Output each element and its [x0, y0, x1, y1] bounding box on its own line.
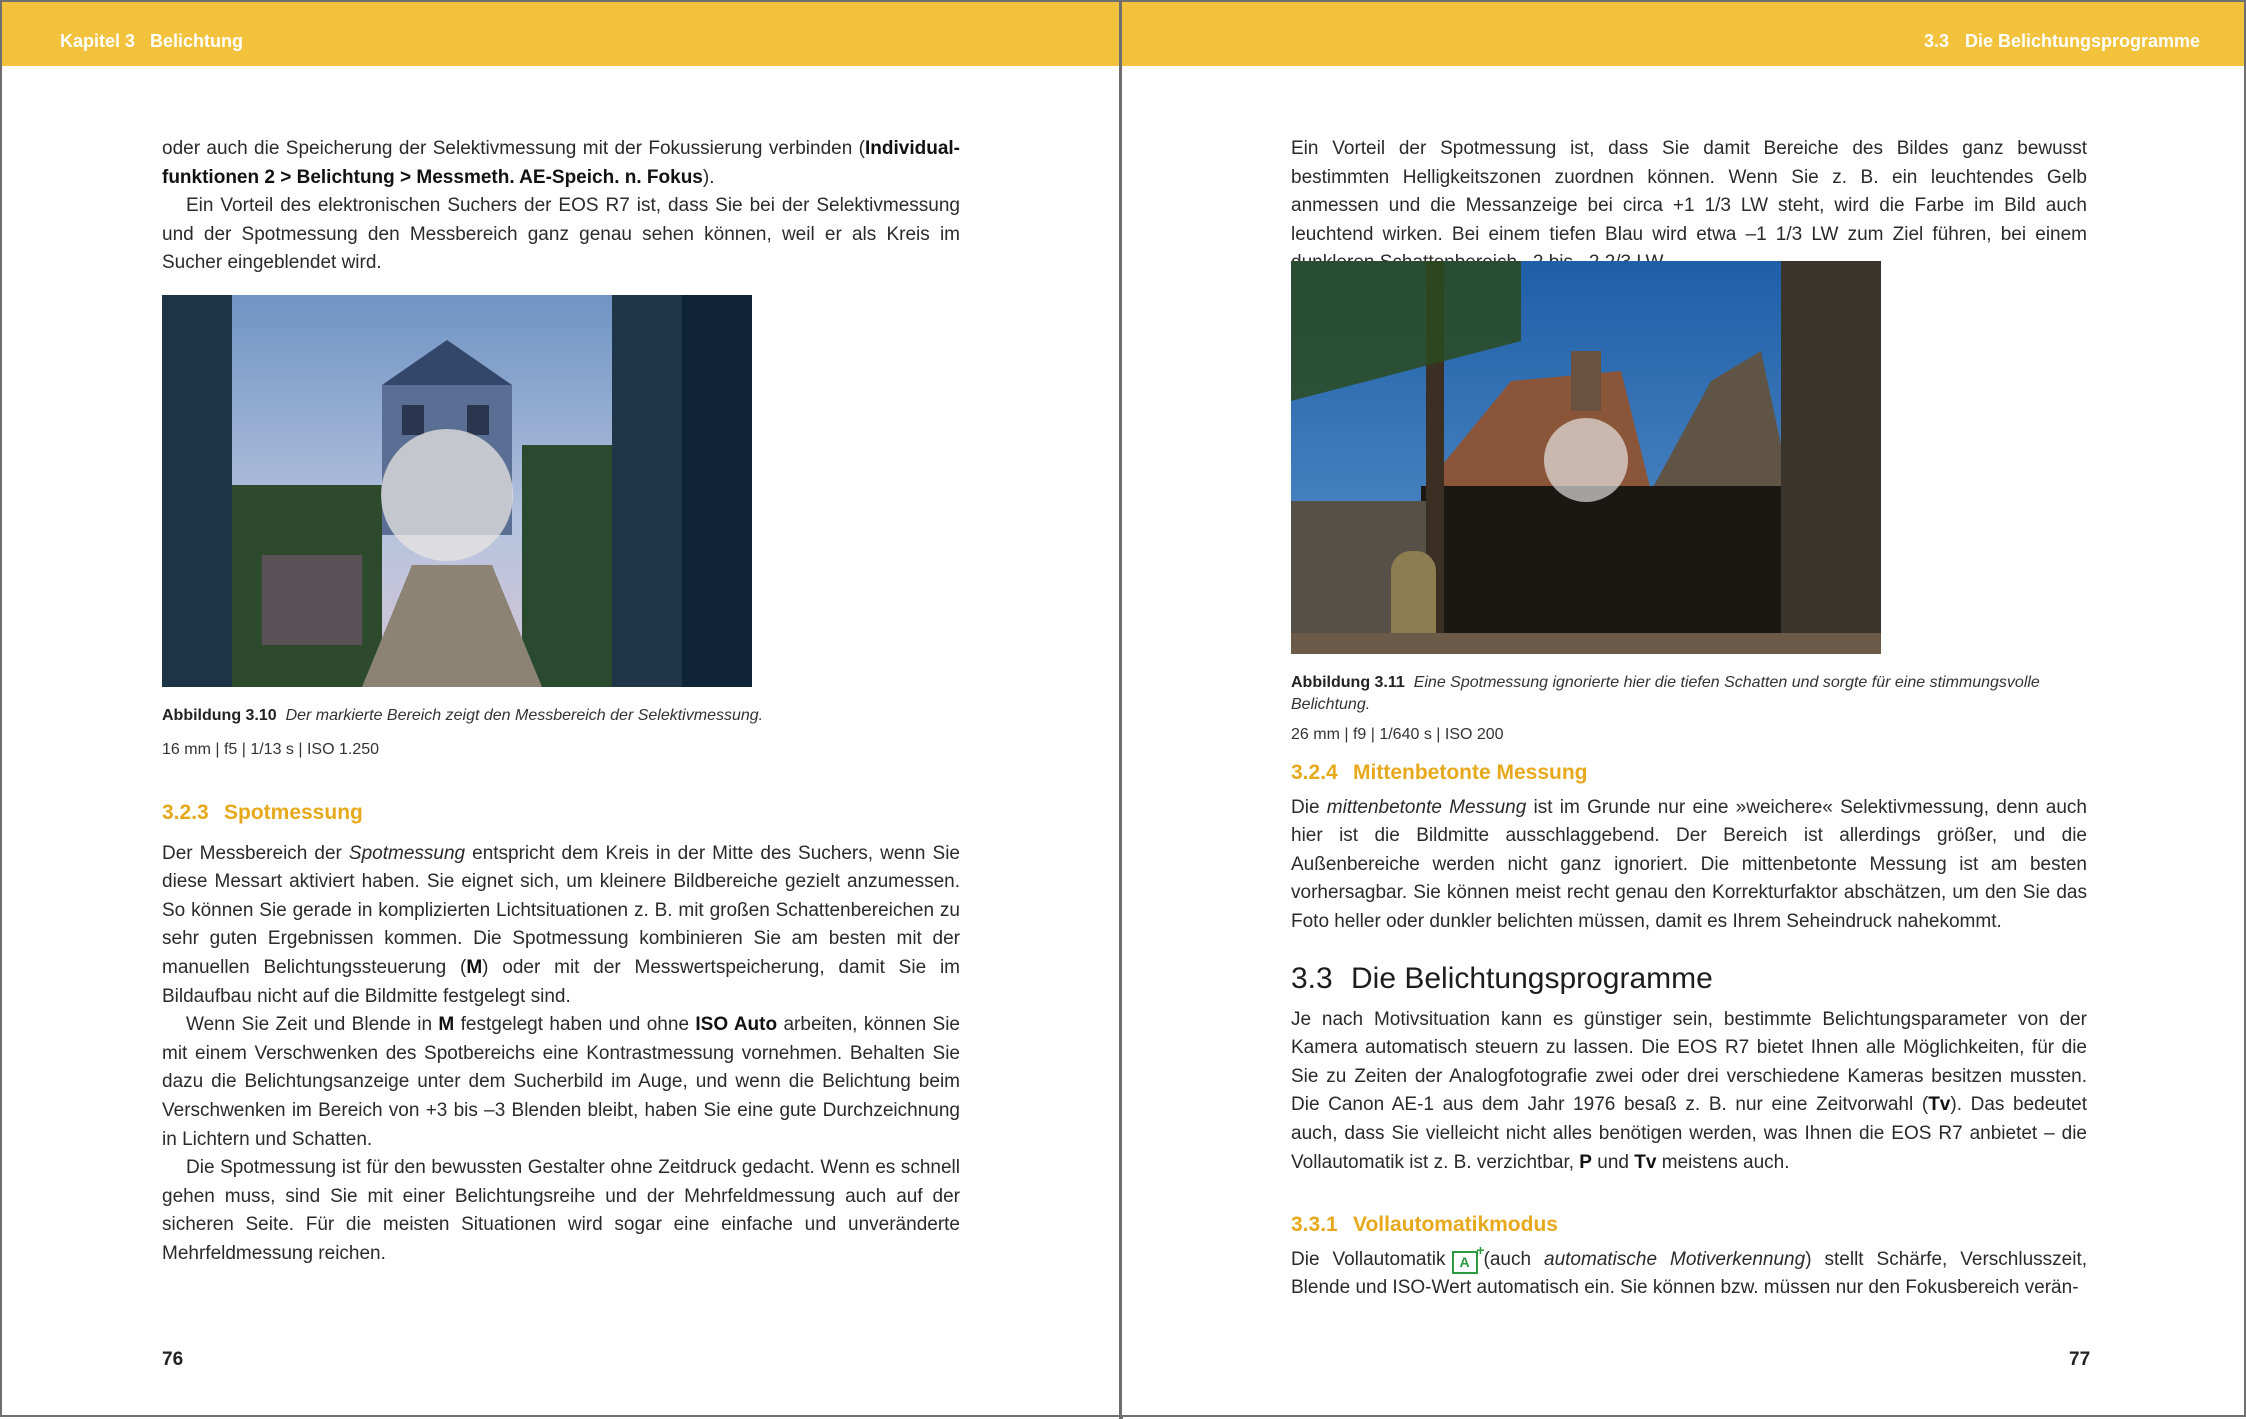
section-3-2-3 [162, 799, 960, 1269]
center-weighted-paragraph [1291, 794, 2087, 937]
figure-3-10-photo [162, 295, 752, 687]
stone-cottage-image [1291, 261, 1881, 654]
text-run: ) stellt Schärfe, Verschlusszeit, Blende und ISO-Wert automatisch ein. Sie können bzw. müssen nur den Fokusbereich verän- [1291, 1248, 2088, 1299]
menu-path-bold: funktionen 2 > Belichtung > Messmeth. AE-Speich. n. Fokus [162, 166, 703, 188]
page-number: 76 [162, 1349, 184, 1370]
text-run: Die Vollautomatik [1291, 1248, 1446, 1270]
text-run: ist im Grunde nur eine »weichere« Selektivmessung, denn auch hier ist die Bildmitte ausschlaggebend. Der Bereich ist allerdings größer, und die Außenbereiche werden nicht ganz ignoriert. Die mittenbetonte Messung ist am besten vorhersagbar. Sie können meist recht genau den Korrekturfaktor abschätzen, um den Sie das Foto heller oder dunkler belichten müssen, damit es Ihrem Seheindruck nahekommt. [1291, 796, 2087, 932]
figure-label: Abbildung 3.10 [162, 707, 277, 724]
right-intro [1291, 135, 2087, 278]
figure-3-10-caption [162, 705, 962, 761]
A-plus-icon [1452, 1241, 1485, 1274]
full-auto-paragraph [1291, 1241, 2088, 1303]
section-title: Die Belichtungsprogramme [1965, 31, 2201, 51]
icon-letter: A [1459, 1253, 1470, 1270]
page-number: 77 [2069, 1349, 2091, 1370]
left-page [2, 2, 1120, 1415]
text-run: oder auch die Speicherung der Selektivmessung mit der Fokussierung verbinden ( [162, 138, 865, 159]
text-run: und [1591, 1151, 1635, 1173]
text-run: Die [1291, 796, 1327, 818]
menu-path-bold: Individual- [865, 138, 960, 159]
text-run: ). [702, 166, 715, 188]
mode-bold: ISO Auto [695, 1014, 778, 1036]
chapter-number: Kapitel 3 [60, 31, 136, 51]
section-number: 3.3 [1924, 31, 1950, 51]
figure-3-11-photo [1291, 261, 1881, 654]
caption-text: Der markierte Bereich zeigt den Messbereich der Selektivmessung. [285, 707, 764, 724]
emphasis: Spotmessung [348, 842, 466, 864]
icon-plus: + [1476, 1241, 1485, 1258]
section-title: Die Belichtungsprogramme [1351, 962, 1713, 995]
intro-paragraph-1 [162, 135, 960, 192]
caption-text: Eine Spotmessung ignorierte hier die tiefen Schatten und sorgte für eine stimmungsvolle Belichtung. [1291, 674, 2040, 713]
mode-bold: M [466, 956, 483, 978]
left-running-header [2, 2, 1120, 66]
text-run: Wenn Sie Zeit und Blende in [186, 1014, 439, 1036]
section-3-3 [1291, 962, 2088, 1177]
exif-line: 16 mm | f5 | 1/13 s | ISO 1.250 [162, 741, 380, 758]
spot-paragraph-1 [162, 840, 960, 1012]
section-number: 3.3.1 [1291, 1213, 1338, 1236]
figure-label: Abbildung 3.11 [1291, 674, 1405, 691]
section-number: 3.2.4 [1291, 761, 1338, 784]
mode-bold: M [438, 1014, 455, 1036]
right-page [1122, 2, 2244, 1415]
metering-circle [1544, 418, 1628, 502]
section-title: Mittenbetonte Messung [1353, 761, 1588, 784]
metering-circle [381, 429, 513, 561]
programs-paragraph [1291, 1006, 2087, 1178]
text-run: Der Messbereich der [162, 842, 349, 864]
section-3-3-1 [1291, 1211, 2087, 1303]
emphasis: mittenbetonte Messung [1326, 796, 1527, 818]
section-3-2-4 [1291, 759, 2087, 937]
text-run: entspricht dem Kreis in der Mitte des Suchers, wenn Sie diese Messart aktiviert haben. Sie eignet sich, um kleinere Bildbereiche gezielt anzumessen. So können Sie gerade in komplizierten Lichtsituationen z. B. mit großen Schattenbereichen zu sehr guten Ergebnissen kommen. Die Spotmessung kombinieren Sie am besten mit der manuellen Belichtungssteuerung ( [162, 842, 960, 978]
text-run: festgelegt haben und ohne [454, 1014, 696, 1036]
intro-paragraph-2: Ein Vorteil des elektronischen Suchers der EOS R7 ist, dass Sie bei der Selektivmessung und der Spotmessung den Messbereich ganz genau sehen können, weil er als Kreis im Sucher eingeblendet wird. [162, 195, 960, 274]
emphasis: automatische Motiverkennung [1544, 1248, 1806, 1270]
section-number: 3.2.3 [162, 801, 209, 824]
text-run: ) oder mit der Messwertspeicherung, damit Sie im Bildaufbau nicht auf die Bildmitte festgelegt sind. [162, 956, 960, 1007]
text-run: ). Das bedeutet auch, dass Sie vielleicht nicht alles benötigen werden, was Ihnen die EOS R7 anbietet – die Vollautomatik ist z. B. verzichtbar, [1291, 1094, 2088, 1173]
text-run: Je nach Motivsituation kann es günstiger sein, bestimmte Belichtungsparameter von der Kamera automatisch steuern zu lassen. Die EOS R7 bietet Ihnen alle Möglichkeiten, für die Sie zu Zeiten der Analogfotografie zwei oder drei verschiedene Kameras besitzen mussten. Die Canon AE-1 aus dem Jahr 1976 besaß z. B. nur eine Zeitvorwahl ( [1291, 1008, 2087, 1116]
spot-paragraph-2 [162, 1011, 960, 1154]
section-number: 3.3 [1291, 962, 1333, 995]
mode-bold: Tv [1928, 1094, 1951, 1116]
text-run: arbeiten, können Sie mit einem Verschwenken des Spotbereichs eine Kontrastmessung vornehmen. Behalten Sie dazu die Belichtungsanzeige unter dem Sucherbild im Auge, und wenn die Belichtung beim Verschwenken im Bereich von +3 bis –3 Blenden bleibt, haben Sie eine gute Durchzeichnung in Lichtern und Schatten. [162, 1014, 961, 1150]
section-heading [1291, 1211, 2087, 1240]
chapter-section-heading [1291, 962, 2087, 995]
mode-bold: P [1579, 1151, 1592, 1173]
chapter-title: Belichtung [150, 31, 243, 51]
section-title: Spotmessung [224, 801, 363, 824]
text-run: (auch [1483, 1248, 1545, 1270]
spot-paragraph-3: Die Spotmessung ist für den bewussten Gestalter ohne Zeitdruck gedacht. Wenn es schnell gehen muss, sind Sie mit einer Belichtungsreihe und der Mehrfeldmessung auch auf der sicheren Seite. Für die meisten Situationen wird sogar eine einfache und unveränderte Mehrfeldmessung reichen. [162, 1157, 960, 1264]
house-garden-image [162, 295, 752, 687]
mode-bold: Tv [1634, 1151, 1657, 1173]
text-run: meistens auch. [1656, 1151, 1790, 1173]
figure-3-11-caption [1291, 672, 2091, 746]
section-title: Vollautomatikmodus [1353, 1213, 1558, 1236]
intro-paragraph: Ein Vorteil der Spotmessung ist, dass Sie damit Bereiche des Bildes ganz bewusst bestimmten Helligkeitszonen zuordnen können. Wenn Sie z. B. ein leuchtendes Gelb anmessen und die Messanzeige bei circa +1 1/3 LW steht, wird die Farbe im Bild auch leuchtend wirken. Bei einem tiefen Blau wird etwa –1 1/3 LW zum Ziel führen, bei einem [1291, 138, 2087, 245]
right-running-header [1122, 2, 2244, 66]
section-heading [162, 799, 960, 828]
section-heading [1291, 759, 2087, 788]
left-intro [162, 135, 960, 278]
exif-line: 26 mm | f9 | 1/640 s | ISO 200 [1291, 726, 1504, 743]
